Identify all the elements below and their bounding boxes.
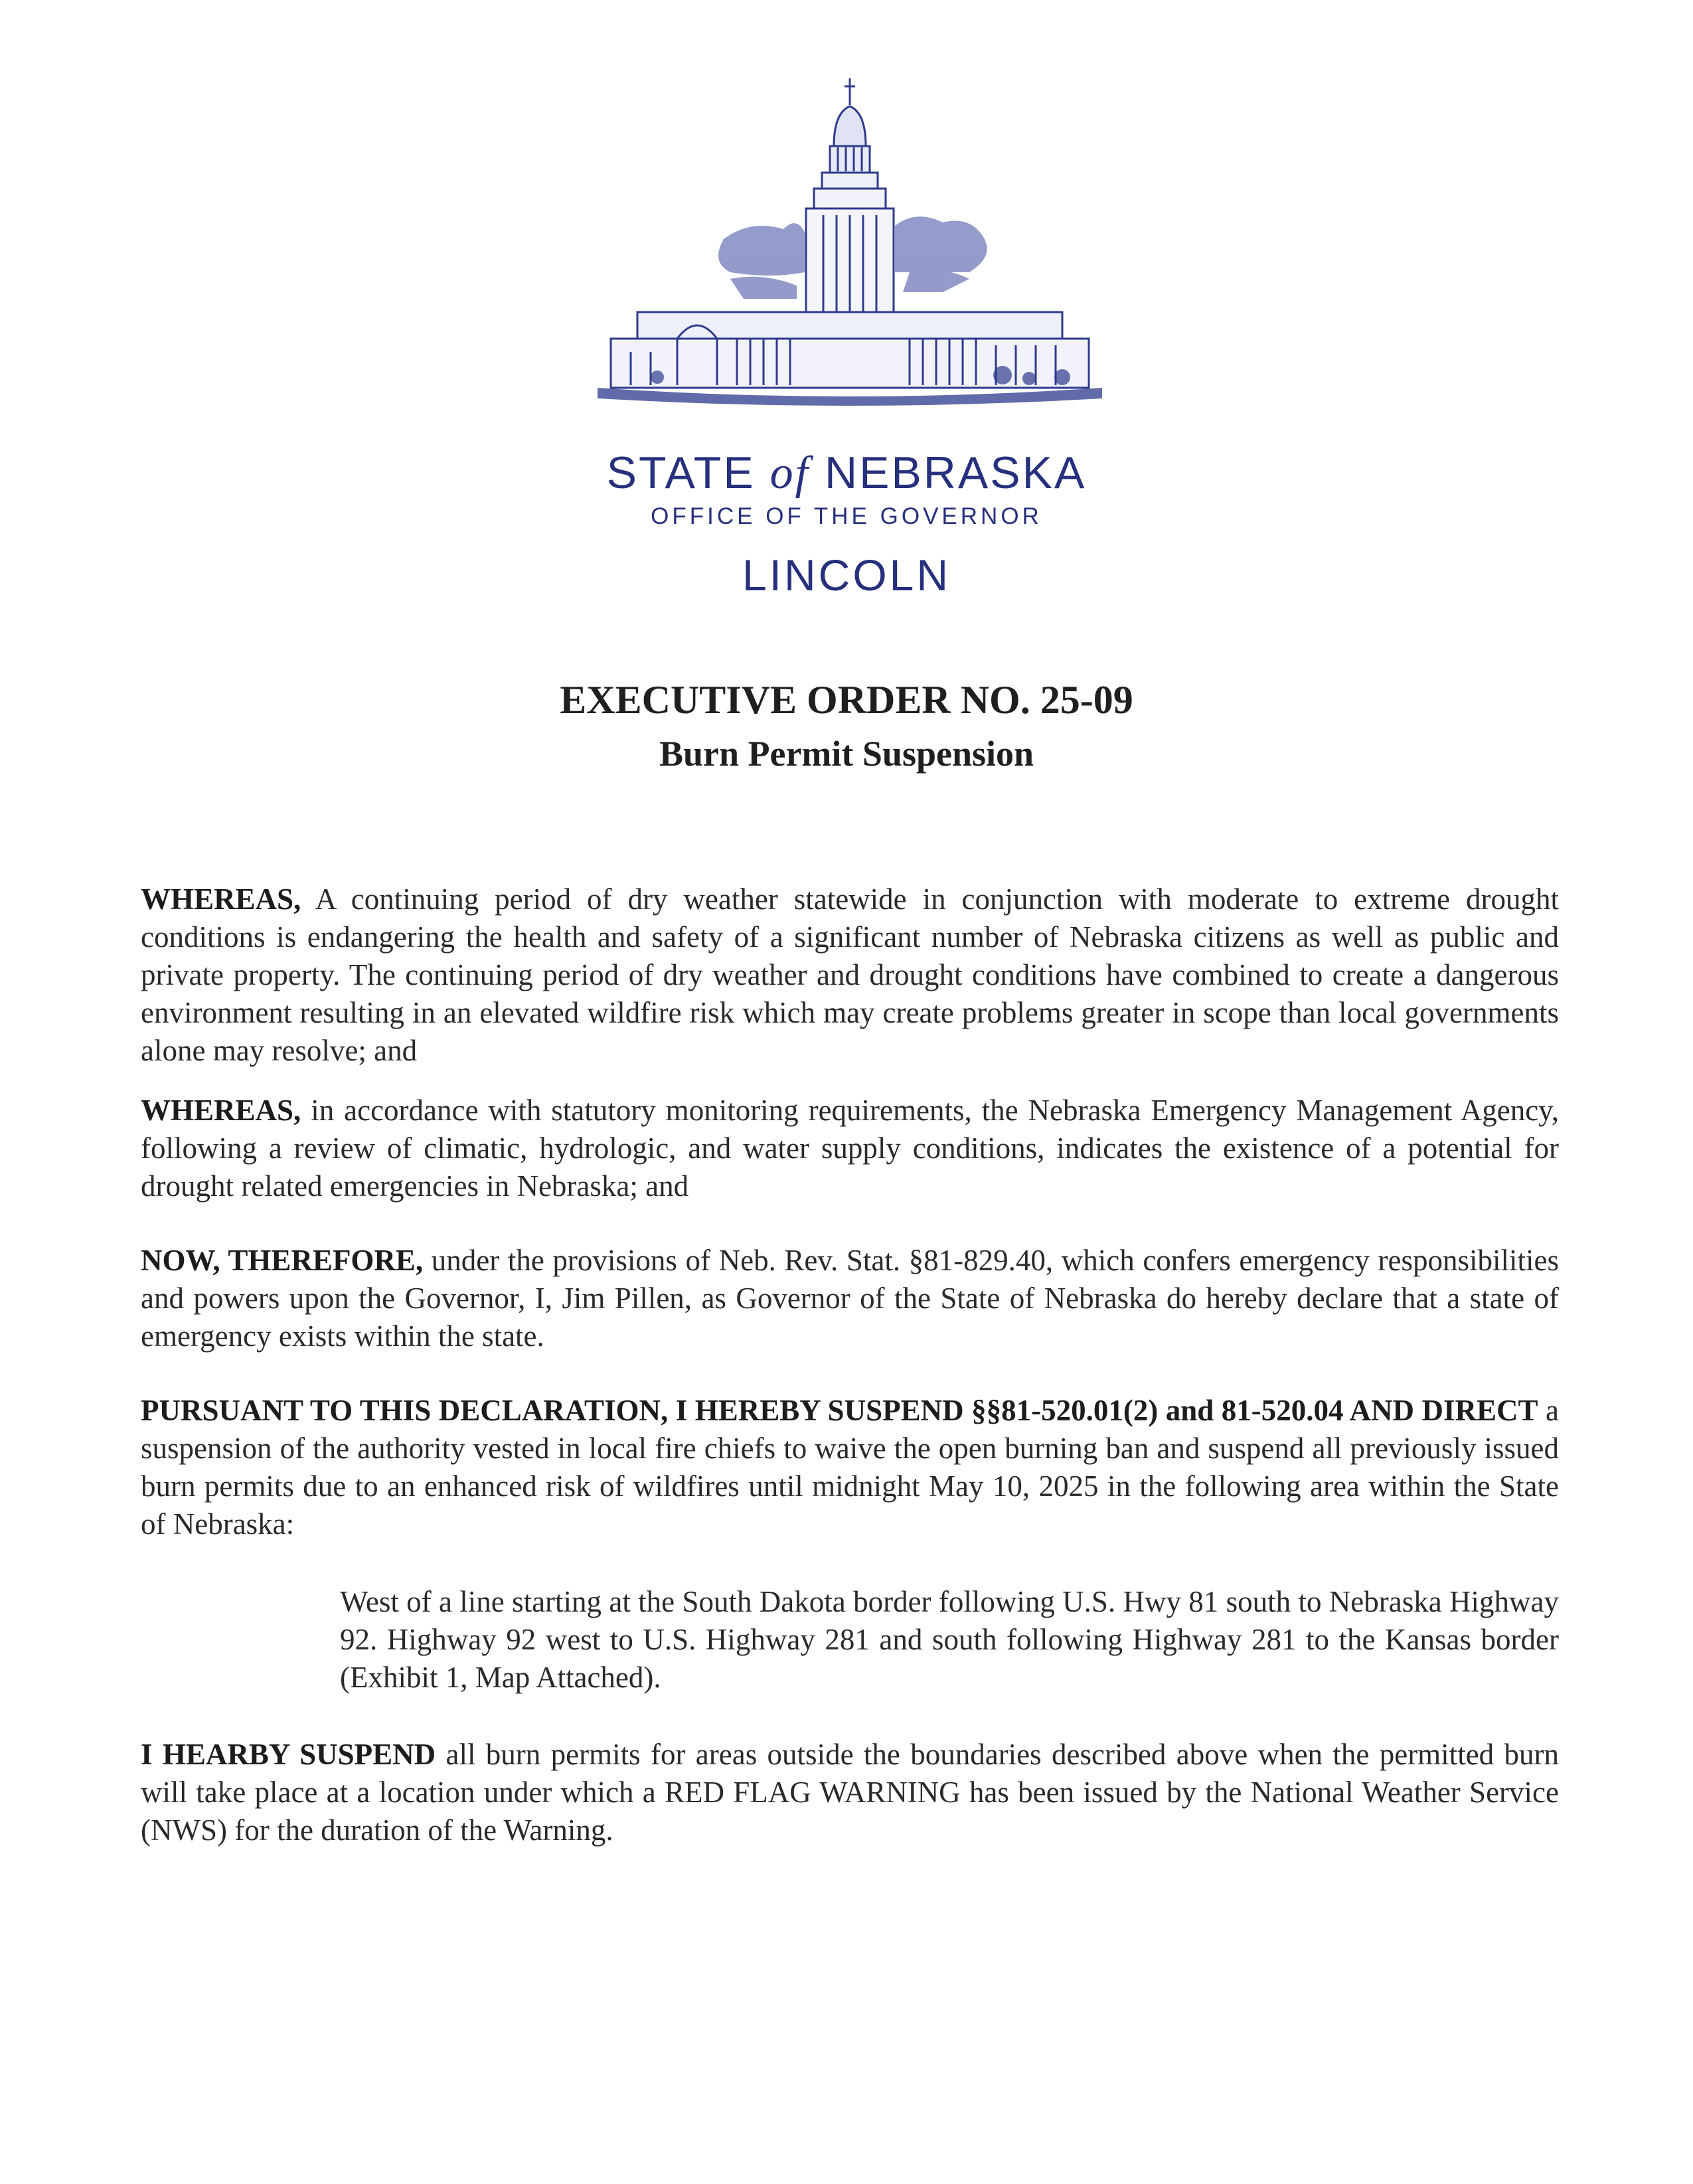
paragraph-boundary-description (340, 1583, 1559, 1697)
paragraph-text: a suspension of the authority vested in local fire chiefs to waive the open burning ban and suspend all previously issued burn permits due to an enhanced risk of wildfires until midnight May 10, 2025 in the following area within the State of Nebraska: (141, 1394, 1559, 1541)
paragraph-text: A continuing period of dry weather statewide in conjunction with moderate to extreme drought conditions is endangering the health and safety of a significant number of Nebraska citizens as well as public and private property. The continuing period of dry weather and drought conditions have combined to create a dangerous environment resulting in an elevated wildfire risk which may create problems greater in scope than local governments alone may resolve; and (141, 882, 1559, 1067)
paragraph-red-flag (141, 1736, 1559, 1849)
letterhead-state-of: of (769, 448, 811, 499)
capitol-building-icon (598, 73, 1102, 418)
letterhead-city: LINCOLN (742, 550, 951, 600)
paragraph-lead: WHEREAS, (141, 1094, 301, 1127)
paragraph-text: under the provisions of Neb. Rev. Stat. §81-829.40, which confers emergency responsibilities and powers upon the Governor, I, Jim Pillen, as Governor of the State of Nebraska do hereby declare that a state of emergency exists within the state. (141, 1244, 1559, 1353)
paragraph-text: all burn permits for areas outside the boundaries described above when the permitted burn will take place at a location under which a RED FLAG WARNING has been issued by the National Weather Service (NWS) for the duration of the Warning. (141, 1738, 1559, 1847)
paragraph-text: West of a line starting at the South Dakota border following U.S. Hwy 81 south to Nebraska Highway 92. Highway 92 west to U.S. Highway 281 and south following Highway 281 to the Kansas border (Exhibit 1, Map Attached). (340, 1585, 1559, 1694)
paragraph-lead: WHEREAS, (141, 882, 301, 916)
letterhead-state (0, 446, 1693, 500)
order-subtitle: Burn Permit Suspension (659, 734, 1034, 774)
letterhead-state-prefix: STATE (606, 448, 756, 498)
paragraph-lead: NOW, THEREFORE, (141, 1244, 424, 1277)
paragraph-whereas-drought (141, 881, 1559, 1070)
paragraph-lead: I HEARBY SUSPEND (141, 1738, 436, 1771)
paragraph-whereas-nema (141, 1092, 1559, 1205)
paragraph-lead: PURSUANT TO THIS DECLARATION, I HEREBY SUSPEND §§81-520.01(2) and 81-520.04 AND DIRECT (141, 1394, 1538, 1427)
letterhead-office: OFFICE OF THE GOVERNOR (651, 503, 1042, 529)
paragraph-pursuant (141, 1392, 1559, 1543)
paragraph-now-therefore (141, 1242, 1559, 1355)
letterhead-state-name: NEBRASKA (824, 448, 1087, 498)
paragraph-text: in accordance with statutory monitoring requirements, the Nebraska Emergency Management Agency, following a review of climatic, hydrologic, and water supply conditions, indicates the existence of a potential for drought related emergencies in Nebraska; and (141, 1094, 1559, 1203)
order-title: EXECUTIVE ORDER NO. 25-09 (560, 678, 1133, 722)
